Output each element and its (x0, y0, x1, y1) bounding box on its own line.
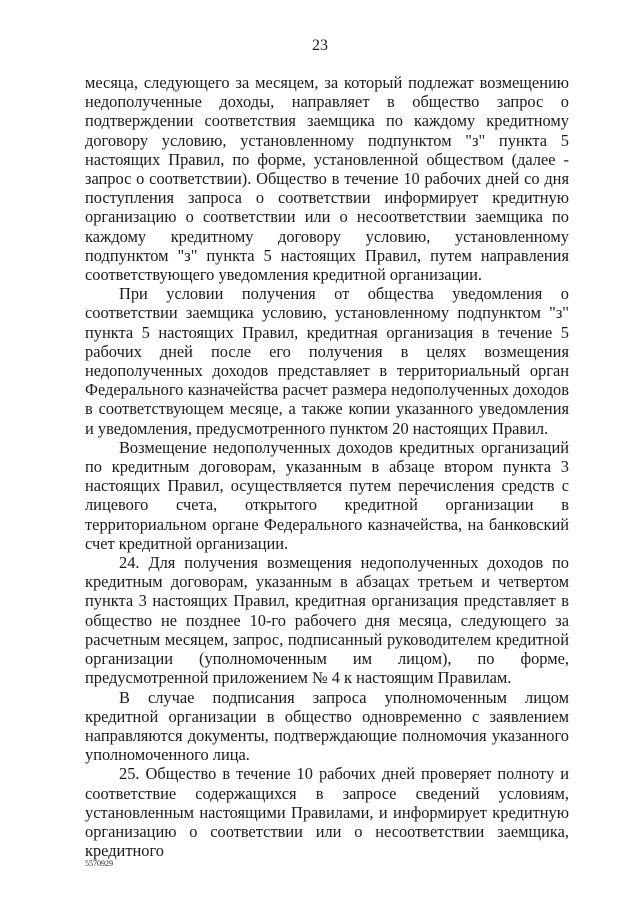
document-body (85, 73, 569, 860)
paragraph-reimbursement: Возмещение недополученных доходов кредитных организаций по кредитным договорам, указанным в абзаце втором пункта 3 настоящих Правил, осуществляется путем перечисления средств с лицевого счета, открытого кредитной организации в территориальном органе Федерального казначейства, на банковский счет кредитной организации. (85, 437, 569, 553)
paragraph-item-24: 24. Для получения возмещения недополученных доходов по кредитным договорам, указанным в абзацах третьем и четвертом пункта 3 настоящих Правил, кредитная организация представляет в общество не позднее 10-го рабочего дня месяца, следующего за расчетным месяцем, запрос, подписанный руководителем кредитной организации (уполномоченным им лицом), по форме, предусмотренной приложением № 4 к настоящим Правилам. (85, 553, 569, 688)
paragraph-item-25: 25. Общество в течение 10 рабочих дней проверяет полноту и соответствие содержащихся в запросе сведений условиям, установленным настоящими Правилами, и информирует кредитную организацию о соответствии или о несоответствии заемщика, кредитного (85, 764, 569, 861)
paragraph-authorized-person: В случае подписания запроса уполномоченным лицом кредитной организации в общество одновременно с заявлением направляются документы, подтверждающие полномочия указанного уполномоченного лица. (85, 687, 569, 765)
paragraph-confirmation-condition: При условии получения от общества уведомления о соответствии заемщика условию, установленному подпунктом "з" пункта 5 настоящих Правил, кредитная организация в течение 5 рабочих дней после его получения в целях возмещения недополученных доходов представляет в территориальный орган Федерального казначейства расчет размера недополученных доходов в соответствующем месяце, а также копии указанного уведомления и уведомления, предусмотренного пунктом 20 настоящих Правил. (85, 284, 569, 438)
document-id: 5570929 (85, 859, 113, 868)
page-number: 23 (312, 37, 328, 54)
paragraph-continuation: месяца, следующего за месяцем, за который подлежат возмещению недополученные доходы, направляет в общество запрос о подтверждении соответствия заемщика по каждому кредитному договору условию, установленному подпунктом "з" пункта 5 настоящих Правил, по форме, установленной обществом (далее - запрос о соответствии). Общество в течение 10 рабочих дней со дня поступления запроса о соответствии информирует кредитную организацию о соответствии или о несоответствии заемщика по каждому кредитному договору условию, установленному подпунктом "з" пункта 5 настоящих Правил, путем направления соответствующего уведомления кредитной организации. (85, 73, 569, 285)
